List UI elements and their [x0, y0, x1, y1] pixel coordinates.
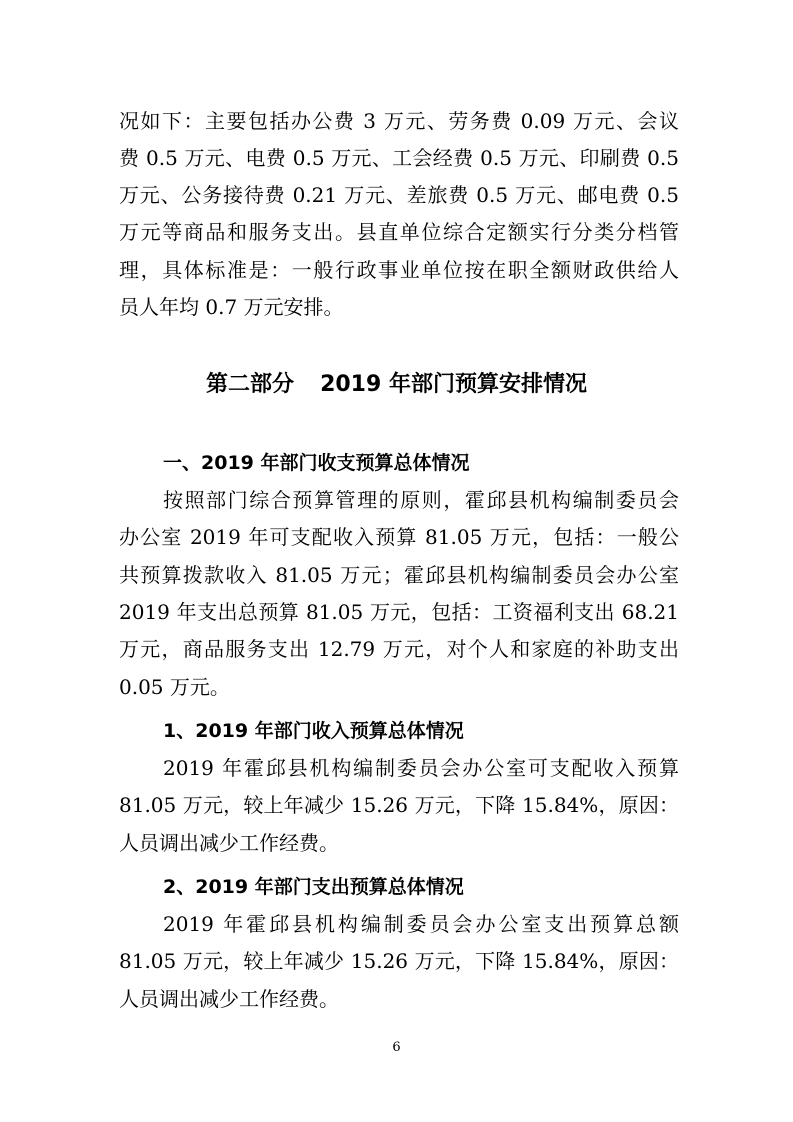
- intro-line-3: 万元、公务接待费 0.21 万元、差旅费 0.5 万元、邮电费 0.5: [119, 183, 679, 207]
- intro-line-6: 员人年均 0.7 万元安排。: [119, 295, 344, 319]
- intro-line-1: 况如下：主要包括办公费 3 万元、劳务费 0.09 万元、会议: [119, 109, 679, 133]
- intro-line-5: 理，具体标准是：一般行政事业单位按在职全额财政供给人: [119, 258, 679, 282]
- subsection-1-heading: 1、2019 年部门收入预算总体情况: [163, 720, 464, 742]
- subsection-1-line-1: 2019 年霍邱县机构编制委员会办公室可支配收入预算: [163, 756, 679, 780]
- section-1-line-3: 共预算拨款收入 81.05 万元；霍邱县机构编制委员会办公室: [119, 563, 679, 587]
- intro-line-4: 万元等商品和服务支出。县直单位综合定额实行分类分档管: [119, 220, 679, 244]
- section-1-line-2: 办公室 2019 年可支配收入预算 81.05 万元，包括：一般公: [119, 525, 679, 549]
- page-number: 6: [392, 1040, 401, 1055]
- subsection-2-line-3: 人员调出减少工作经费。: [119, 987, 339, 1011]
- subsection-1-line-2: 81.05 万元，较上年减少 15.26 万元，下降 15.84%，原因：: [119, 793, 679, 817]
- part-heading-title: 2019 年部门预算安排情况: [320, 372, 587, 397]
- part-heading: [0, 370, 793, 400]
- section-1-line-5: 万元，商品服务支出 12.79 万元，对个人和家庭的补助支出: [119, 637, 679, 661]
- subsection-2-line-2: 81.05 万元，较上年减少 15.26 万元，下降 15.84%，原因：: [119, 949, 679, 973]
- intro-line-2: 费 0.5 万元、电费 0.5 万元、工会经费 0.5 万元、印刷费 0.5: [119, 146, 679, 170]
- section-1-heading: 一、2019 年部门收支预算总体情况: [163, 452, 470, 474]
- subsection-2-heading: 2、2019 年部门支出预算总体情况: [163, 876, 464, 898]
- subsection-1-line-3: 人员调出减少工作经费。: [119, 831, 339, 855]
- section-1-line-1: 按照部门综合预算管理的原则，霍邱县机构编制委员会: [163, 488, 679, 512]
- section-1-line-6: 0.05 万元。: [119, 675, 230, 699]
- part-heading-label: 第二部分: [206, 372, 295, 397]
- subsection-2-line-1: 2019 年霍邱县机构编制委员会办公室支出预算总额: [163, 912, 679, 936]
- section-1-line-4: 2019 年支出总预算 81.05 万元，包括：工资福利支出 68.21: [119, 600, 679, 624]
